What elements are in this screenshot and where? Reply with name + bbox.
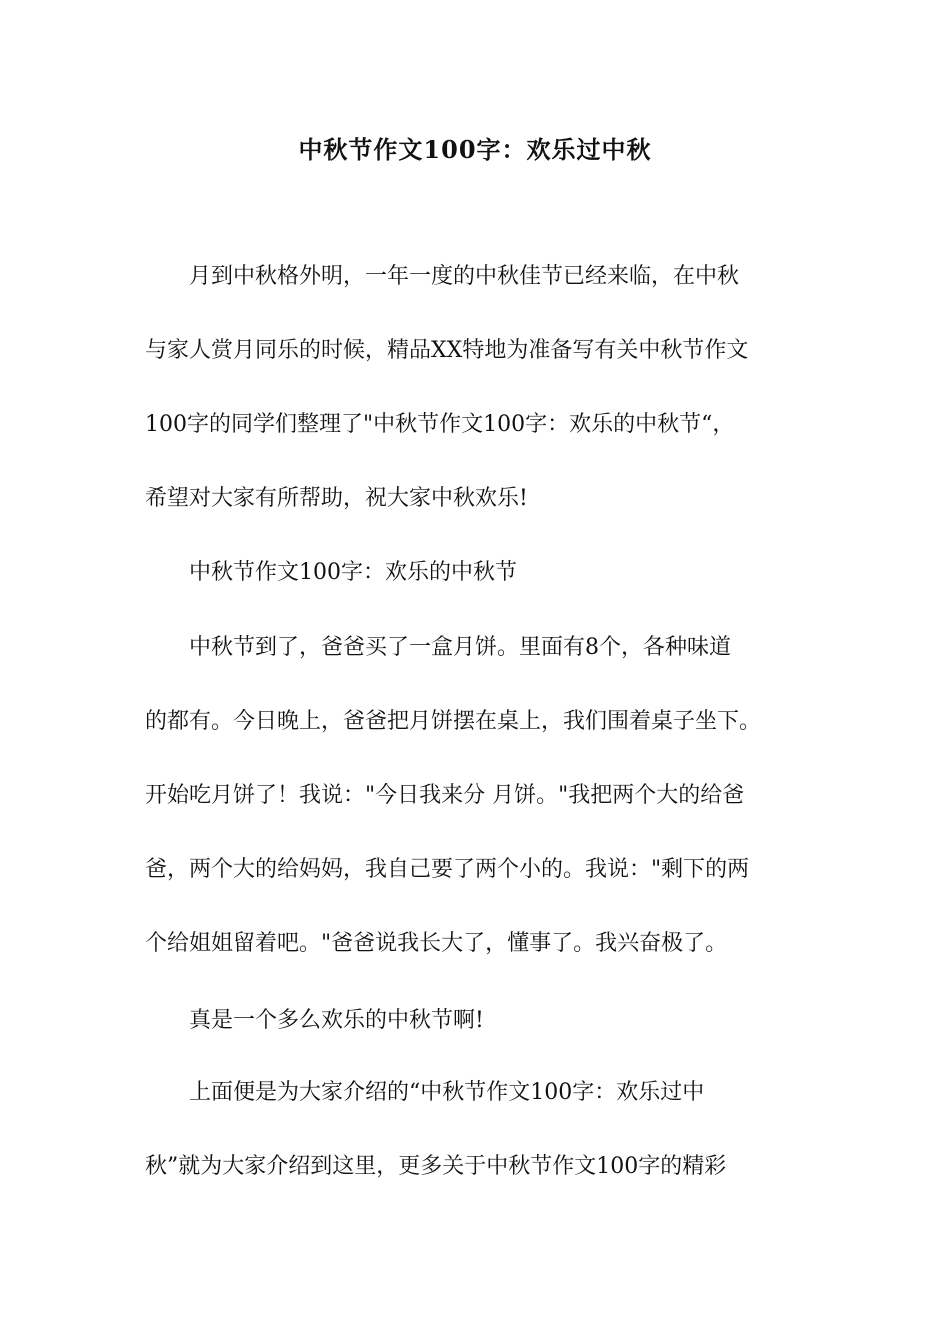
text-line: 开始吃月饼了！我说："今日我来分 月饼。"我把两个大的给爸 bbox=[145, 783, 745, 808]
text-line: 个给姐姐留着吧。"爸爸说我长大了，懂事了。我兴奋极了。 bbox=[145, 931, 728, 956]
document-title: 中秋节作文100字：欢乐过中秋 bbox=[298, 135, 652, 164]
text-line: 月到中秋格外明，一年一度的中秋佳节已经来临，在中秋 bbox=[145, 264, 740, 289]
text-line: 与家人赏月同乐的时候，精品XX特地为准备写有关中秋节作文 bbox=[145, 338, 749, 363]
text-line: 上面便是为大家介绍的“中秋节作文100字：欢乐过中 bbox=[145, 1080, 705, 1105]
text-line: 100字的同学们整理了"中秋节作文100字：欢乐的中秋节“， bbox=[145, 412, 735, 437]
text-line: 爸，两个大的给妈妈，我自己要了两个小的。我说："剩下的两 bbox=[145, 857, 750, 882]
text-line: 希望对大家有所帮助，祝大家中秋欢乐! bbox=[145, 486, 528, 511]
text-line: 中秋节到了，爸爸买了一盒月饼。里面有8个，各种味道 bbox=[145, 635, 731, 660]
text-line: 的都有。今日晚上，爸爸把月饼摆在桌上，我们围着桌子坐下。 bbox=[145, 709, 762, 734]
text-line: 秋”就为大家介绍到这里，更多关于中秋节作文100字的精彩 bbox=[145, 1154, 727, 1179]
text-line: 中秋节作文100字：欢乐的中秋节 bbox=[145, 560, 517, 585]
text-line: 真是一个多么欢乐的中秋节啊! bbox=[145, 1008, 484, 1033]
